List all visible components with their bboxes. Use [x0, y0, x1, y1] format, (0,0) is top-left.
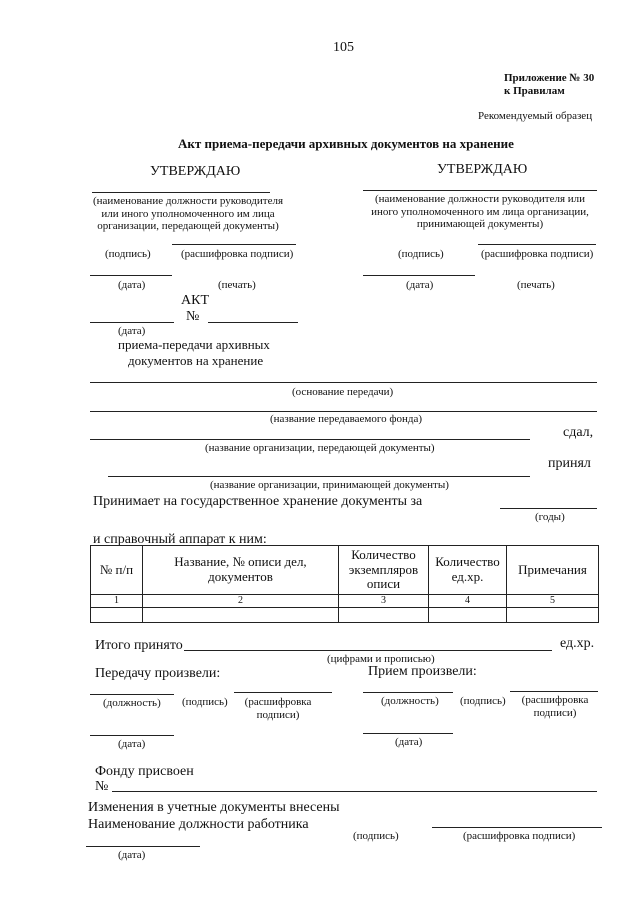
act-subtitle-line2: документов на хранение — [128, 353, 264, 368]
approve-right-heading: УТВЕРЖДАЮ — [437, 162, 528, 177]
approve-left-position-line — [92, 192, 270, 193]
transfer-signature: (подпись) — [182, 696, 228, 708]
table-row — [91, 607, 599, 622]
approve-right-date-line — [363, 275, 475, 276]
fund-number-sign: № — [95, 779, 109, 794]
col-number-5: 5 — [507, 595, 599, 608]
changes-date: (дата) — [118, 849, 146, 861]
col-number-4: 4 — [429, 595, 507, 608]
appendix-rules: к Правилам — [504, 85, 565, 97]
col-number-1: 1 — [91, 595, 143, 608]
transfer-decoding: (расшифровка подписи) — [244, 696, 312, 721]
recommended-sample: Рекомендуемый образец — [478, 110, 593, 122]
employee-position-text: Наименование должности работника — [88, 817, 309, 832]
reception-date: (дата) — [395, 736, 423, 748]
fund-number-line — [112, 791, 597, 792]
receiving-org-caption: (название организации, принимающей документы) — [210, 479, 449, 491]
transfer-heading: Передачу произвели: — [95, 666, 221, 681]
approve-right-date: (дата) — [406, 279, 434, 291]
accepted-text: принял — [548, 456, 591, 471]
fund-name-line — [90, 411, 597, 412]
transferring-org-line — [90, 439, 530, 440]
transfer-date-line — [90, 735, 174, 736]
act-subtitle-line1: приема-передачи архивных — [118, 337, 270, 352]
fund-assigned-label: Фонду присвоен — [95, 764, 194, 779]
act-number-line — [208, 322, 298, 323]
transferring-org-caption: (название организации, передающей документы) — [205, 442, 435, 454]
approve-left-date-line — [90, 275, 172, 276]
reception-heading: Прием произвели: — [368, 664, 477, 679]
total-accepted-label: Итого принято — [95, 638, 183, 653]
approve-left-signature: (подпись) — [105, 248, 151, 260]
units-label: ед.хр. — [560, 636, 595, 651]
changes-signature: (подпись) — [353, 830, 399, 842]
appendix-label: Приложение № 30 — [504, 72, 595, 84]
table-numbering-row — [91, 595, 599, 608]
transfer-date: (дата) — [118, 738, 146, 750]
header-copies: Количество экземпляров описи — [339, 546, 429, 595]
approve-right-signature: (подпись) — [398, 248, 444, 260]
act-date-line — [90, 322, 174, 323]
approve-right-decoding: (расшифровка подписи) — [481, 248, 594, 260]
approve-left-heading: УТВЕРЖДАЮ — [150, 164, 241, 179]
handed-text: сдал, — [563, 425, 594, 440]
receiving-org-line — [108, 476, 530, 477]
approve-left-date: (дата) — [118, 279, 146, 291]
page-number: 105 — [333, 40, 354, 55]
changes-decoding-line — [432, 827, 602, 828]
accepts-text: Принимает на государственное хранение документы за — [93, 494, 423, 509]
approve-right-decoding-line — [478, 244, 596, 245]
approve-left-decoding-line — [172, 244, 296, 245]
reception-position: (должность) — [381, 695, 439, 707]
approve-right-position-line — [363, 190, 597, 191]
approve-left-decoding: (расшифровка подписи) — [181, 248, 294, 260]
reception-signature: (подпись) — [460, 695, 506, 707]
basis-caption: (основание передачи) — [292, 386, 394, 398]
changes-decoding: (расшифровка подписи) — [463, 830, 576, 842]
header-units: Количество ед.хр. — [429, 546, 507, 595]
table-header-row — [91, 546, 599, 595]
reference-apparatus-text: и справочный аппарат к ним: — [93, 532, 267, 547]
years-caption: (годы) — [535, 511, 565, 523]
total-caption: (цифрами и прописью) — [327, 653, 435, 665]
basis-line — [90, 382, 597, 383]
documents-table — [90, 545, 599, 623]
reception-decoding: (расшифровка подписи) — [521, 694, 589, 719]
transfer-decoding-line — [234, 692, 332, 693]
header-name: Название, № описи дел, документов — [143, 546, 339, 595]
transfer-position-line — [90, 694, 174, 695]
document-title: Акт приема-передачи архивных документов на хранение — [178, 136, 514, 151]
approve-right-seal: (печать) — [517, 279, 555, 291]
header-number: № п/п — [91, 546, 143, 595]
changes-text: Изменения в учетные документы внесены — [88, 800, 340, 815]
act-number-sign: № — [186, 309, 200, 324]
total-accepted-line — [184, 650, 552, 651]
reception-position-line — [363, 692, 453, 693]
fund-name-caption: (название передаваемого фонда) — [270, 413, 423, 425]
changes-date-line — [86, 846, 200, 847]
approve-left-seal: (печать) — [218, 279, 256, 291]
transfer-position: (должность) — [103, 697, 161, 709]
years-line — [500, 508, 597, 509]
approve-right-position-caption: (наименование должности руководителя или иного уполномоченного им лица организации, принимающей документы) — [371, 193, 589, 231]
reception-decoding-line — [510, 691, 598, 692]
act-label: АКТ — [181, 293, 209, 308]
header-notes: Примечания — [507, 546, 599, 595]
col-number-3: 3 — [339, 595, 429, 608]
act-date: (дата) — [118, 325, 146, 337]
reception-date-line — [363, 733, 453, 734]
approve-left-position-caption: (наименование должности руководителя или иного уполномоченного им лица организации, передающей документы) — [92, 195, 284, 233]
col-number-2: 2 — [143, 595, 339, 608]
